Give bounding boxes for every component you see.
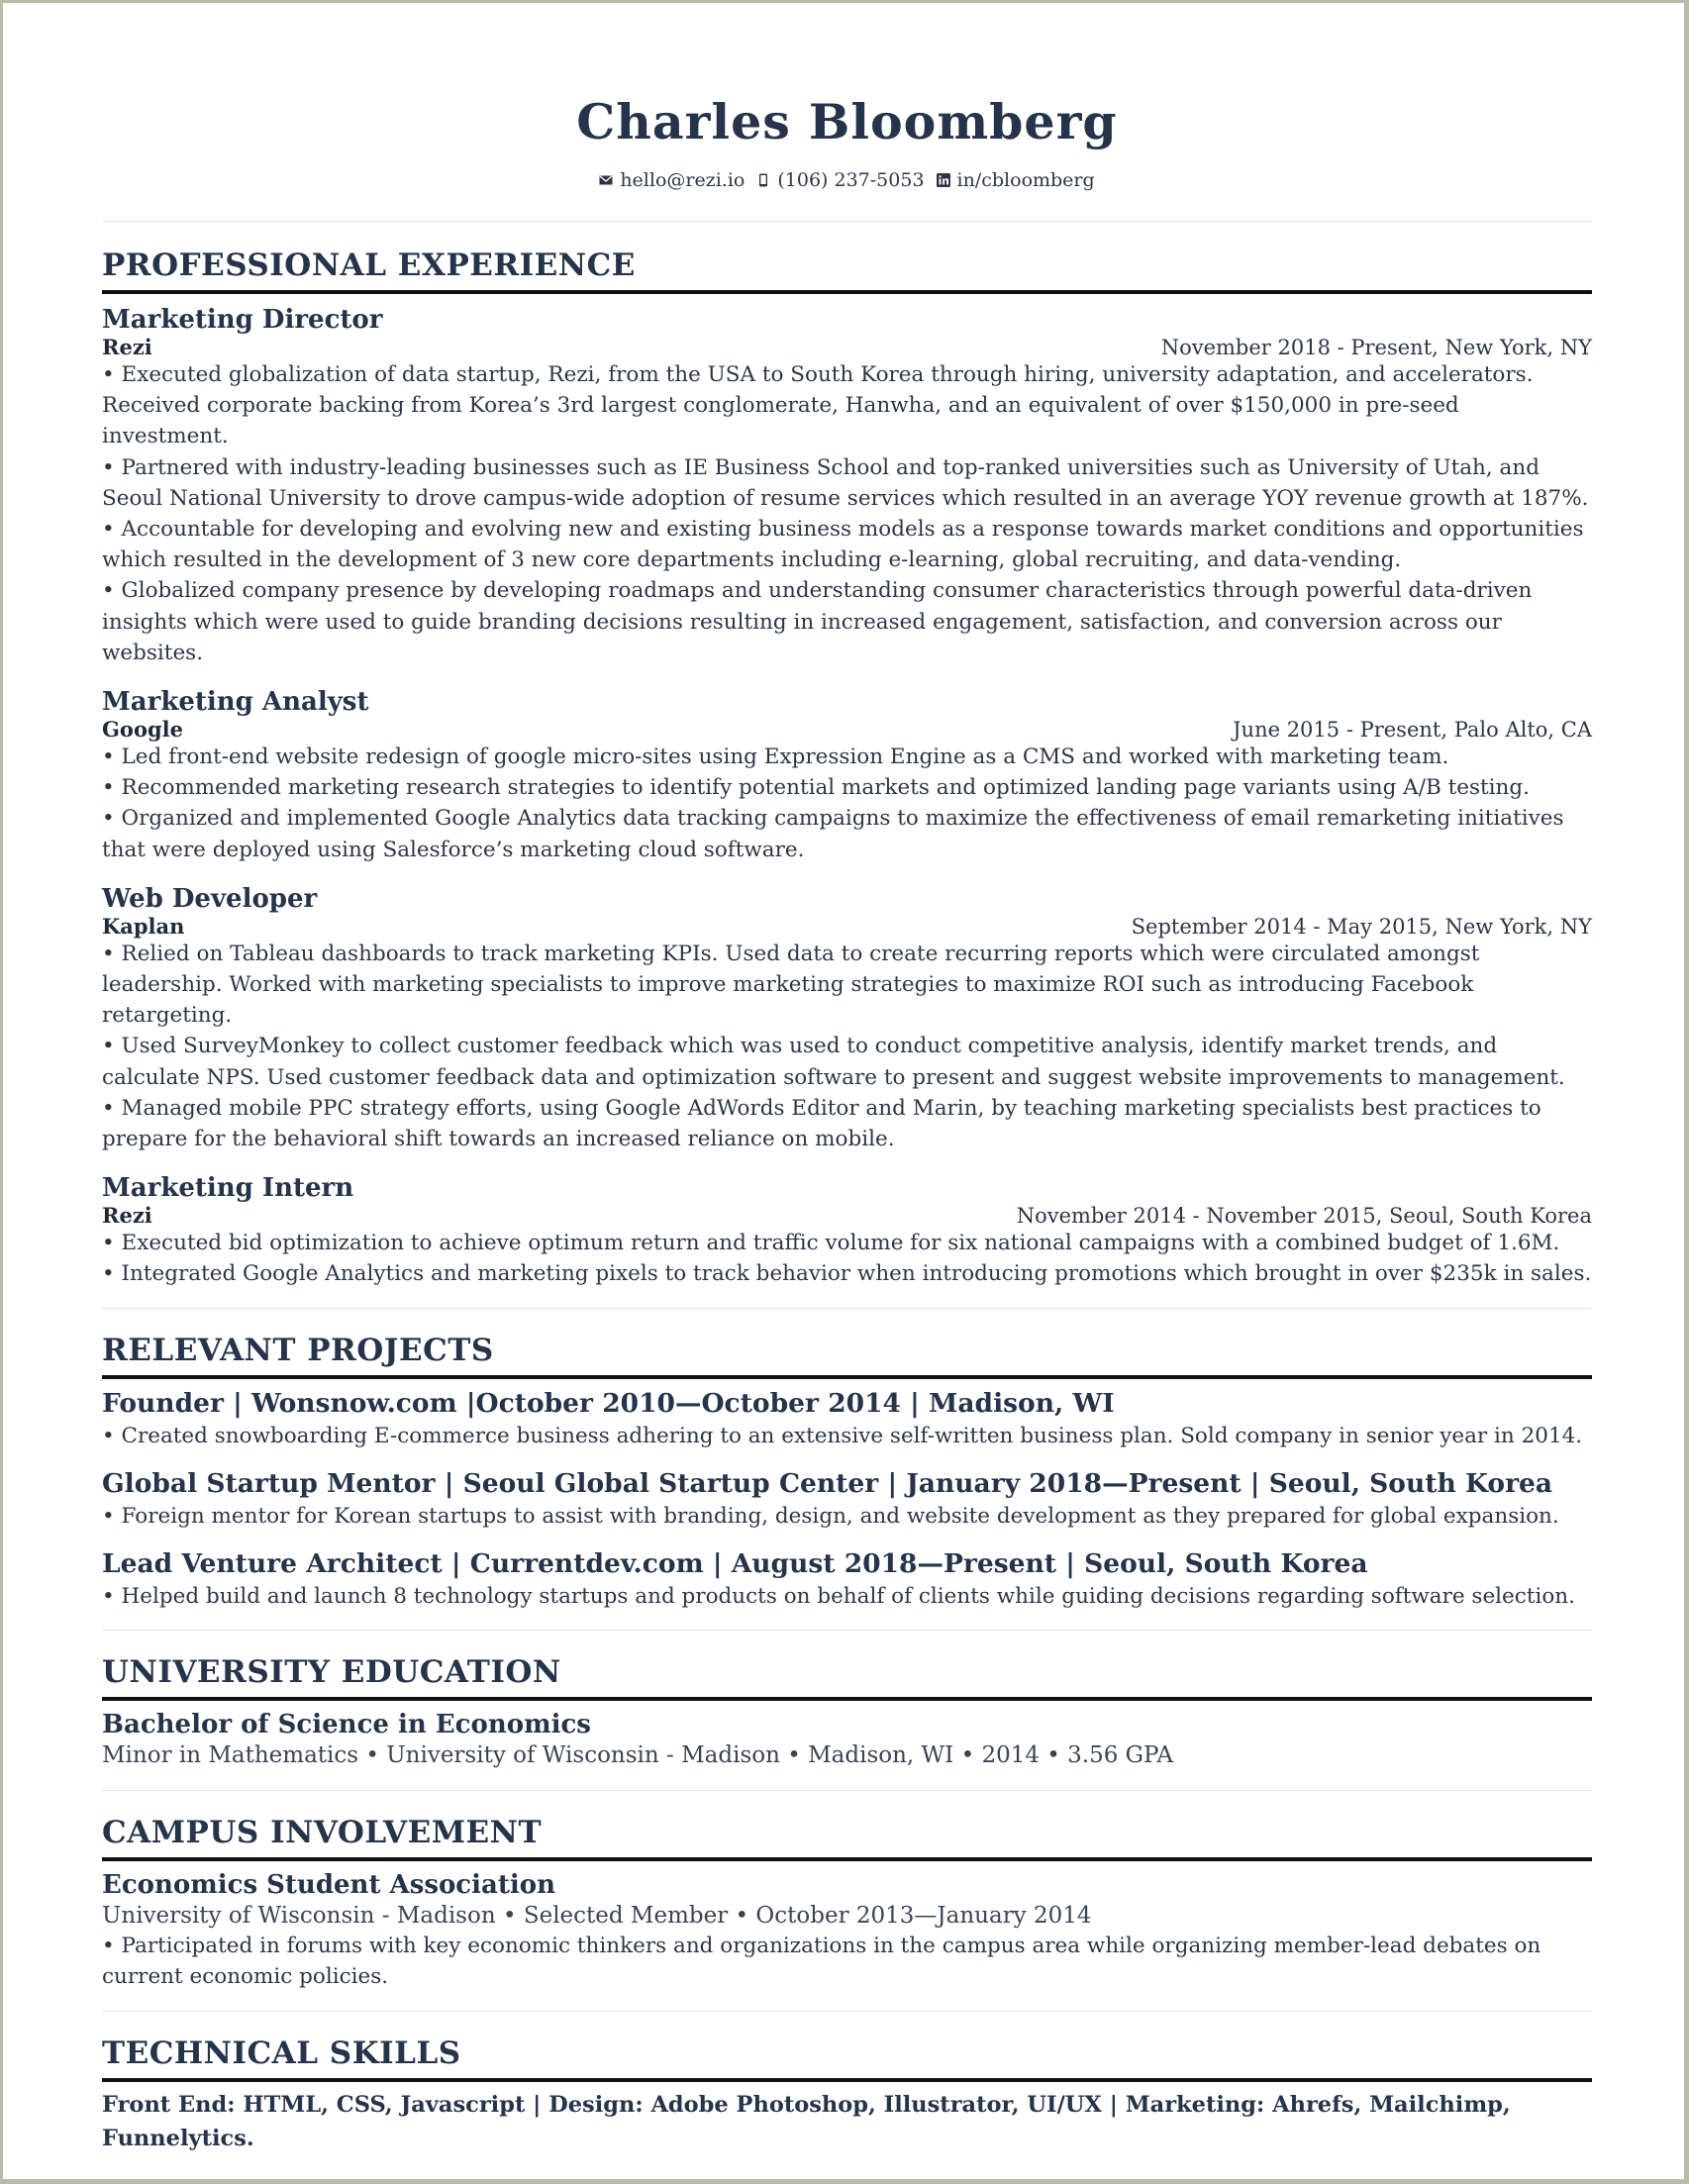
- contact-line: [102, 169, 1592, 191]
- job-bullet: • Executed globalization of data startup, Rezi, from the USA to South Korea through hiring, university adaptation, and accelerators. Received corporate backing from Korea’s 3rd largest conglomerate, Hanwha, and an equivalent of over $150,000 in pre-seed investment.: [102, 362, 1534, 449]
- project-title: Lead Venture Architect | Currentdev.com | August 2018—Present | Seoul, South Korea: [102, 1548, 1368, 1580]
- job-entry: [102, 304, 1592, 668]
- email-text: hello@rezi.io: [620, 169, 745, 191]
- job-entry: [102, 686, 1592, 865]
- job-meta: November 2014 - November 2015, Seoul, South Korea: [1016, 1204, 1592, 1229]
- linkedin-icon: [937, 173, 950, 187]
- section-rule: [102, 1697, 1592, 1701]
- job-entry: [102, 1172, 1592, 1289]
- section-title-campus: CAMPUS INVOLVEMENT: [102, 1815, 543, 1851]
- section-campus: [102, 1813, 1592, 1992]
- divider: [102, 1308, 1592, 1309]
- job-meta: June 2015 - Present, Palo Alto, CA: [1233, 718, 1592, 743]
- job-company: Google: [102, 717, 183, 743]
- resume-content: [102, 92, 1592, 2155]
- project-title: Global Startup Mentor | Seoul Global Startup Center | January 2018—Present | Seoul, South Korea: [102, 1467, 1553, 1499]
- skills-text: Front End: HTML, CSS, Javascript | Design: Adobe Photoshop, Illustrator, UI/UX | Marketing: Ahrefs, Mailchimp, Funnelytics.: [102, 2091, 1511, 2151]
- job-row: [102, 718, 1592, 742]
- job-bullet: • Executed bid optimization to achieve optimum return and traffic volume for six national campaigns with a combined budget of 1.6M.: [102, 1231, 1560, 1256]
- divider: [102, 1790, 1592, 1791]
- section-skills: [102, 2034, 1592, 2155]
- section-rule: [102, 1375, 1592, 1379]
- job-meta: November 2018 - Present, New York, NY: [1160, 336, 1592, 359]
- divider: [102, 221, 1592, 222]
- job-bullet: • Globalized company presence by developing roadmaps and understanding consumer characteristics through powerful data-driven insights which were used to guide branding decisions resulting in increased engagement, satisfaction, and conversion across our websites.: [102, 578, 1533, 665]
- mail-icon: [599, 173, 613, 187]
- job-title: Marketing Analyst: [102, 687, 369, 718]
- job-title: Marketing Director: [102, 305, 383, 335]
- section-title-education: UNIVERSITY EDUCATION: [102, 1654, 561, 1691]
- job-company: Kaplan: [102, 913, 185, 939]
- section-experience: [102, 246, 1592, 1290]
- job-company: Rezi: [102, 335, 152, 359]
- contact-phone[interactable]: [756, 169, 924, 191]
- job-title: Marketing Intern: [102, 1173, 354, 1204]
- project-entry: [102, 1387, 1592, 1451]
- job-row: [102, 1204, 1592, 1228]
- project-bullet: • Created snowboarding E-commerce business adhering to an extensive self-written business plan. Sold company in senior year in 2014.: [102, 1423, 1583, 1448]
- section-rule: [102, 2078, 1592, 2082]
- degree-title: Bachelor of Science in Economics: [102, 1710, 591, 1740]
- job-meta: September 2014 - May 2015, New York, NY: [1131, 914, 1592, 939]
- linkedin-text: in/cbloomberg: [956, 169, 1095, 191]
- section-education: [102, 1652, 1592, 1770]
- section-rule: [102, 290, 1592, 294]
- job-bullet: • Accountable for developing and evolving new and existing business models as a response towards market conditions and opportunities which resulted in the development of 3 new core departments including e-learning, global recruiting, and data-vending.: [102, 517, 1584, 573]
- campus-details: University of Wisconsin - Madison • Selected Member • October 2013—January 2014: [102, 1903, 1092, 1930]
- divider: [102, 2011, 1592, 2012]
- campus-bullet: • Participated in forums with key economic thinkers and organizations in the campus area while organizing member-lead debates on current economic policies.: [102, 1934, 1541, 1990]
- job-row: [102, 915, 1592, 939]
- org-title: Economics Student Association: [102, 1870, 555, 1901]
- job-bullet: • Led front-end website redesign of google micro-sites using Expression Engine as a CMS and worked with marketing team.: [102, 745, 1449, 770]
- project-entry: [102, 1547, 1592, 1612]
- resume-page: [3, 3, 1684, 2179]
- project-bullet: • Helped build and launch 8 technology startups and products on behalf of clients while guiding decisions regarding software selection.: [102, 1584, 1575, 1610]
- job-bullet: • Managed mobile PPC strategy efforts, using Google AdWords Editor and Marin, by teaching marketing specialists best practices to prepare for the behavioral shift towards an increased reliance on mobile.: [102, 1095, 1541, 1152]
- project-title: Founder | Wonsnow.com |October 2010—October 2014 | Madison, WI: [102, 1387, 1115, 1419]
- education-details: Minor in Mathematics • University of Wisconsin - Madison • Madison, WI • 2014 • 3.56 GPA: [102, 1742, 1174, 1769]
- section-title-skills: TECHNICAL SKILLS: [102, 2035, 461, 2071]
- job-title: Web Developer: [102, 883, 318, 914]
- section-projects: [102, 1331, 1592, 1613]
- job-bullet: • Organized and implemented Google Analytics data tracking campaigns to maximize the effectiveness of email remarketing initiatives that were deployed using Salesforce’s marketing cloud software.: [102, 806, 1564, 862]
- phone-icon: [756, 173, 770, 187]
- job-bullet: • Used SurveyMonkey to collect customer feedback which was used to conduct competitive analysis, identify market trends, and calculate NPS. Used customer feedback data and optimization software to present and suggest website improvements to management.: [102, 1034, 1565, 1090]
- contact-linkedin[interactable]: [937, 169, 1095, 191]
- job-row: [102, 336, 1592, 359]
- section-title-experience: PROFESSIONAL EXPERIENCE: [102, 248, 636, 283]
- job-bullet: • Relied on Tableau dashboards to track marketing KPIs. Used data to create recurring reports which were circulated amongst leadership. Worked with marketing specialists to improve marketing strategies to maximize ROI such as introducing Facebook retargeting.: [102, 941, 1480, 1029]
- divider: [102, 1630, 1592, 1631]
- job-bullet: • Recommended marketing research strategies to identify potential markets and optimized landing page variants using A/B testing.: [102, 775, 1530, 801]
- job-entry: [102, 883, 1592, 1154]
- section-rule: [102, 1857, 1592, 1861]
- section-title-projects: RELEVANT PROJECTS: [102, 1332, 494, 1368]
- project-entry: [102, 1467, 1592, 1532]
- job-bullet: • Partnered with industry-leading businesses such as IE Business School and top-ranked universities such as University of Utah, and Seoul National University to drove campus-wide adoption of resume services which resulted in an average YOY revenue growth at 187%.: [102, 454, 1589, 511]
- project-bullet: • Foreign mentor for Korean startups to assist with branding, design, and website development as they prepared for global expansion.: [102, 1503, 1559, 1529]
- candidate-name: Charles Bloomberg: [576, 93, 1118, 150]
- job-bullet: • Integrated Google Analytics and marketing pixels to track behavior when introducing promotions which brought in over $235k in sales.: [102, 1261, 1592, 1287]
- contact-email[interactable]: [599, 169, 745, 191]
- job-company: Rezi: [102, 1203, 152, 1229]
- phone-text: (106) 237-5053: [777, 169, 925, 191]
